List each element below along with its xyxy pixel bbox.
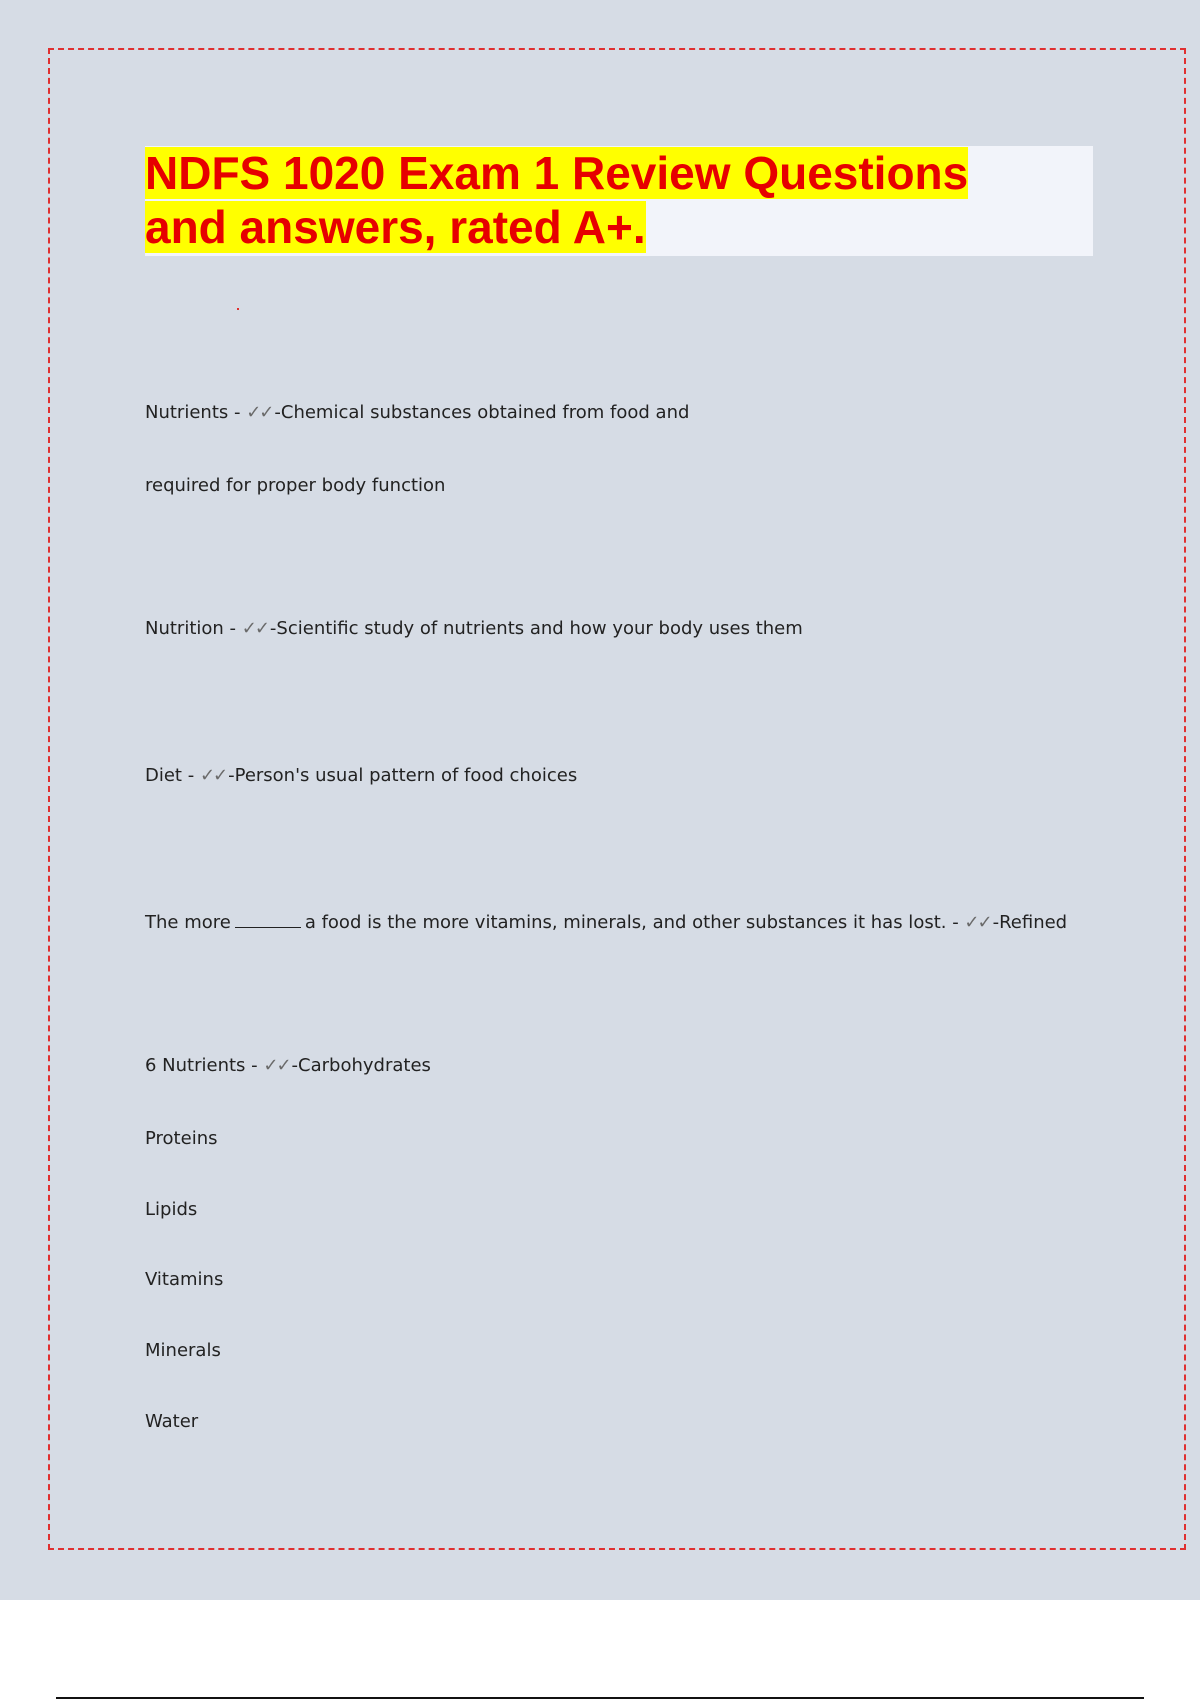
footer-divider <box>56 1697 1144 1699</box>
list-item: Minerals <box>145 1340 221 1361</box>
list-item: Proteins <box>145 1128 218 1149</box>
question-suffix: a food is the more vitamins, minerals, and other substances it has lost. - <box>304 912 965 933</box>
double-check-icon: ✓✓ <box>241 618 268 639</box>
double-check-icon: ✓✓ <box>263 1055 290 1076</box>
answer-nutrition: -Scientific study of nutrients and how your body uses them <box>269 618 803 639</box>
term-nutrients: Nutrients - <box>145 402 247 423</box>
qa-diet <box>145 764 577 788</box>
list-item: Water <box>145 1411 199 1432</box>
qa-nutrients-line-1 <box>145 401 689 425</box>
double-check-icon: ✓✓ <box>199 765 227 786</box>
stray-dot <box>237 308 239 310</box>
qa-refined <box>145 909 1067 935</box>
title-line-2: and answers, rated A+. <box>145 201 646 253</box>
title-line-1: NDFS 1020 Exam 1 Review Questions <box>145 147 969 199</box>
page-border <box>48 48 1186 1550</box>
answer-refined: -Refined <box>992 912 1068 933</box>
question-prefix: The more <box>145 912 231 933</box>
list-item: Vitamins <box>145 1269 224 1290</box>
list-item: Lipids <box>145 1199 198 1220</box>
answer-carbohydrates: -Carbohydrates <box>291 1055 431 1076</box>
answer-nutrients-continued: required for proper body function <box>145 475 446 496</box>
qa-six-nutrients <box>145 1054 431 1078</box>
term-diet: Diet - <box>145 765 200 786</box>
qa-nutrition <box>145 617 803 641</box>
term-nutrition: Nutrition - <box>145 618 242 639</box>
double-check-icon: ✓✓ <box>964 912 991 933</box>
fill-in-blank <box>235 909 301 928</box>
answer-diet: -Person's usual pattern of food choices <box>228 765 578 786</box>
term-six-nutrients: 6 Nutrients - <box>145 1055 264 1076</box>
document-title <box>145 146 1093 254</box>
answer-nutrients: -Chemical substances obtained from food and <box>274 402 690 423</box>
double-check-icon: ✓✓ <box>246 402 273 423</box>
qa-nutrients-line-2 <box>145 474 445 498</box>
